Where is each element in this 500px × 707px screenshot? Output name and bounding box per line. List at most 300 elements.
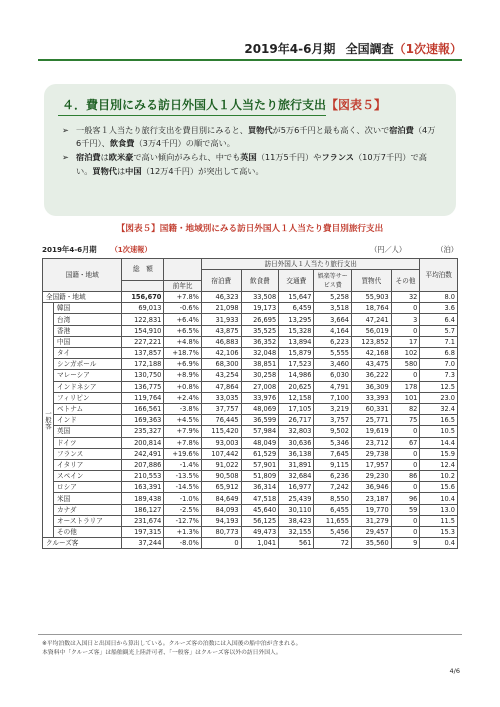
country-name: タイ (54, 348, 122, 359)
cell-ent: 4,164 (314, 325, 352, 336)
table-row (43, 336, 458, 347)
cell-yoy: -2.5% (164, 504, 202, 515)
cell-other: 17 (391, 336, 420, 347)
country-name: 香港 (54, 325, 122, 336)
cell-total: 69,013 (122, 303, 164, 314)
cell-food: 38,851 (241, 359, 279, 370)
cell-yoy: +6.5% (164, 325, 202, 336)
cell-transport: 32,155 (279, 527, 314, 538)
cell-transport: 12,158 (279, 392, 314, 403)
cell-food: 56,125 (241, 515, 279, 526)
col-entertainment: 娯楽等サービス費 (314, 270, 352, 292)
cell-nights: 10.2 (420, 471, 458, 482)
country-name: クルーズ客 (43, 538, 122, 549)
cell-nights: 11.5 (420, 515, 458, 526)
cell-transport: 36,138 (279, 448, 314, 459)
cell-nights: 10.4 (420, 493, 458, 504)
cell-total: 200,814 (122, 437, 164, 448)
cell-other: 0 (391, 303, 420, 314)
cell-ent: 72 (314, 538, 352, 549)
cell-nights: 0.4 (420, 538, 458, 549)
cell-ent: 3,460 (314, 359, 352, 370)
cell-shop: 36,309 (351, 381, 391, 392)
cell-yoy: +1.3% (164, 527, 202, 538)
cell-yoy: +8.9% (164, 370, 202, 381)
cell-other: 580 (391, 359, 420, 370)
cell-lodging: 80,773 (201, 527, 241, 538)
table-row (43, 426, 458, 437)
cell-food: 47,518 (241, 493, 279, 504)
table-period-text: 2019年4-6月期 (42, 245, 97, 254)
col-nights: 平均泊数 (420, 259, 458, 292)
country-name: 韓国 (54, 303, 122, 314)
footnotes (42, 640, 301, 657)
cell-shop: 36,222 (351, 370, 391, 381)
cell-nights: 13.0 (420, 504, 458, 515)
cell-shop: 33,393 (351, 392, 391, 403)
cell-total: 197,315 (122, 527, 164, 538)
cell-other: 67 (391, 437, 420, 448)
cell-yoy: -0.6% (164, 303, 202, 314)
section-figure-ref: 【図表５】 (326, 98, 387, 112)
cell-transport: 32,803 (279, 426, 314, 437)
country-name: 中国 (54, 336, 122, 347)
col-transport: 交通費 (279, 270, 314, 292)
cell-food: 33,508 (241, 292, 279, 303)
country-name: 台湾 (54, 314, 122, 325)
cell-total: 207,886 (122, 459, 164, 470)
cell-lodging: 94,193 (201, 515, 241, 526)
cell-yoy: -13.5% (164, 471, 202, 482)
cell-lodging: 91,022 (201, 459, 241, 470)
cell-food: 36,599 (241, 415, 279, 426)
cell-ent: 6,455 (314, 504, 352, 515)
table-period (42, 245, 152, 255)
cell-other: 32 (391, 292, 420, 303)
cell-ent: 3,757 (314, 415, 352, 426)
cell-ent: 5,456 (314, 527, 352, 538)
country-name: 米国 (54, 493, 122, 504)
report-title: 全国調査 (345, 42, 394, 56)
footnote: ※平均泊数は入国日と出国日から算出している。クルーズ客の泊数には入国後の船中泊が含まれる。 (42, 641, 302, 647)
cell-shop: 25,771 (351, 415, 391, 426)
table-row (43, 415, 458, 426)
col-lodging: 宿泊費 (201, 270, 241, 292)
cell-ent: 6,030 (314, 370, 352, 381)
cell-shop: 43,475 (351, 359, 391, 370)
cell-ent: 9,115 (314, 459, 352, 470)
cell-transport: 38,423 (279, 515, 314, 526)
cell-lodging: 33,035 (201, 392, 241, 403)
country-name: ドイツ (54, 437, 122, 448)
general-visitors-label: 一般客 (43, 303, 54, 538)
bullet-text: （11万5千円）や (256, 152, 322, 163)
cell-shop: 19,619 (351, 426, 391, 437)
cell-total: 136,775 (122, 381, 164, 392)
cell-food: 57,901 (241, 459, 279, 470)
cell-shop: 60,331 (351, 403, 391, 414)
section-title-underline (58, 115, 326, 116)
col-yoy: 前年比 (164, 280, 202, 291)
table-row (43, 504, 458, 515)
cell-yoy: +7.9% (164, 426, 202, 437)
cell-shop: 18,764 (351, 303, 391, 314)
cell-total: 189,438 (122, 493, 164, 504)
cell-transport: 16,977 (279, 482, 314, 493)
table-row (43, 303, 458, 314)
cell-lodging: 68,300 (201, 359, 241, 370)
cell-total: 227,221 (122, 336, 164, 347)
cell-other: 0 (391, 482, 420, 493)
cell-other: 102 (391, 348, 420, 359)
cell-transport: 26,717 (279, 415, 314, 426)
cell-total: 166,561 (122, 403, 164, 414)
cell-nights: 8.0 (420, 292, 458, 303)
cell-other: 82 (391, 403, 420, 414)
cell-yoy: -12.7% (164, 515, 202, 526)
country-name: フランス (54, 448, 122, 459)
cell-nights: 32.4 (420, 403, 458, 414)
country-name: インド (54, 415, 122, 426)
cell-nights: 7.1 (420, 336, 458, 347)
table-row-cruise (43, 538, 458, 549)
table-row (43, 527, 458, 538)
table-row (43, 392, 458, 403)
cell-total: 119,764 (122, 392, 164, 403)
cell-yoy: -14.5% (164, 482, 202, 493)
country-name: マレーシア (54, 370, 122, 381)
cell-lodging: 43,254 (201, 370, 241, 381)
bullet-emphasis: 買物代 (92, 165, 117, 176)
cell-lodging: 46,883 (201, 336, 241, 347)
cell-shop: 35,560 (351, 538, 391, 549)
country-name: インドネシア (54, 381, 122, 392)
bullet-emphasis: 飲食費 (109, 138, 135, 149)
cell-food: 27,008 (241, 381, 279, 392)
country-name: ベトナム (54, 403, 122, 414)
cell-ent: 6,236 (314, 471, 352, 482)
cell-food: 57,984 (241, 426, 279, 437)
cell-lodging: 31,933 (201, 314, 241, 325)
cell-ent: 3,219 (314, 403, 352, 414)
cell-yoy: +18.7% (164, 348, 202, 359)
cell-transport: 15,647 (279, 292, 314, 303)
cell-yoy: +6.9% (164, 359, 202, 370)
cell-total: 186,127 (122, 504, 164, 515)
summary-bullets (62, 124, 440, 179)
cell-food: 36,314 (241, 482, 279, 493)
cell-shop: 29,457 (351, 527, 391, 538)
cell-transport: 13,295 (279, 314, 314, 325)
country-name: 英国 (54, 426, 122, 437)
cell-nights: 23.0 (420, 392, 458, 403)
col-total: 総 額 (122, 259, 164, 281)
cell-food: 49,473 (241, 527, 279, 538)
cell-total: 242,491 (122, 448, 164, 459)
bullet-arrow-icon: ➢ (62, 152, 69, 163)
table-row (43, 482, 458, 493)
cell-ent: 7,242 (314, 482, 352, 493)
cell-transport: 17,105 (279, 403, 314, 414)
cell-lodging: 84,093 (201, 504, 241, 515)
cell-ent: 3,664 (314, 314, 352, 325)
cell-lodging: 0 (201, 538, 241, 549)
cell-shop: 17,957 (351, 459, 391, 470)
bullet-text: 一般客１人当たり旅行支出を費目別にみると、 (76, 125, 248, 135)
cell-ent: 5,555 (314, 348, 352, 359)
section-title-text: ４．費目別にみる訪日外国人１人当たり旅行支出 (62, 98, 327, 112)
cell-food: 51,809 (241, 471, 279, 482)
cell-transport: 6,459 (279, 303, 314, 314)
cell-nights: 15.9 (420, 448, 458, 459)
cell-lodging: 84,649 (201, 493, 241, 504)
cell-lodging: 43,875 (201, 325, 241, 336)
cell-yoy: +2.4% (164, 392, 202, 403)
cell-other: 96 (391, 493, 420, 504)
cell-food: 32,048 (241, 348, 279, 359)
cell-food: 35,525 (241, 325, 279, 336)
cell-lodging: 115,420 (201, 426, 241, 437)
cell-transport: 30,636 (279, 437, 314, 448)
cell-yoy: +19.6% (164, 448, 202, 459)
cell-food: 19,173 (241, 303, 279, 314)
cell-shop: 42,168 (351, 348, 391, 359)
cell-nights: 15.3 (420, 527, 458, 538)
bullet-text: は (100, 152, 109, 163)
bullet-text: が5万6千円と最も高く、次いで (272, 125, 390, 135)
cell-lodging: 37,757 (201, 403, 241, 414)
bullet-text: （4万6千円）、 (76, 125, 436, 149)
cell-other: 0 (391, 459, 420, 470)
table-unit-yen: （円／人） (370, 245, 407, 254)
country-name: シンガポール (54, 359, 122, 370)
bullet-text: （10万7千円）で高い。 (76, 152, 427, 176)
cell-transport: 20,625 (279, 381, 314, 392)
cell-total: 231,674 (122, 515, 164, 526)
col-food: 飲食費 (241, 270, 279, 292)
cell-lodging: 65,912 (201, 482, 241, 493)
cell-ent: 6,223 (314, 336, 352, 347)
report-header (244, 40, 462, 57)
table-row (43, 437, 458, 448)
spending-table (42, 258, 458, 549)
cell-food: 48,049 (241, 437, 279, 448)
cell-food: 1,041 (241, 538, 279, 549)
footnote: 本資料中「クルーズ客」は船舶観光上陸許可者、「一般客」はクルーズ客以外の訪日外国人。 (42, 649, 282, 656)
cell-total: 137,857 (122, 348, 164, 359)
cell-total: 172,188 (122, 359, 164, 370)
cell-other: 75 (391, 415, 420, 426)
cell-ent: 7,645 (314, 448, 352, 459)
bullet-text: （3万4千円）の順で高い。 (134, 138, 235, 149)
cell-ent: 5,346 (314, 437, 352, 448)
col-other: その他 (391, 270, 420, 292)
figure-title: 【図表５】国籍・地域別にみる訪日外国人１人当たり費目別旅行支出 (116, 224, 384, 234)
cell-transport: 561 (279, 538, 314, 549)
table-row (43, 381, 458, 392)
cell-lodging: 47,864 (201, 381, 241, 392)
cell-ent: 11,655 (314, 515, 352, 526)
cell-food: 61,529 (241, 448, 279, 459)
cell-other: 86 (391, 471, 420, 482)
bullet-emphasis: 英国 (240, 152, 257, 163)
table-units (336, 245, 458, 255)
cell-shop: 36,946 (351, 482, 391, 493)
cell-transport: 15,328 (279, 325, 314, 336)
bullet-emphasis: 中国 (125, 165, 142, 176)
cell-yoy: +4.8% (164, 336, 202, 347)
cell-ent: 4,791 (314, 381, 352, 392)
bullet-text: は (116, 165, 126, 176)
col-group: 訪日外国人１人当たり旅行支出 (201, 259, 419, 270)
bullet-arrow-icon: ➢ (62, 125, 69, 135)
cell-total: 37,244 (122, 538, 164, 549)
report-period: 2019年4-6月期 (244, 42, 336, 56)
cell-total: 154,910 (122, 325, 164, 336)
col-blank (164, 259, 202, 270)
country-name: カナダ (54, 504, 122, 515)
cell-ent: 8,550 (314, 493, 352, 504)
cell-lodging: 107,442 (201, 448, 241, 459)
cell-total: 156,670 (122, 292, 164, 303)
cell-other: 0 (391, 325, 420, 336)
cell-other: 0 (391, 370, 420, 381)
cell-other: 101 (391, 392, 420, 403)
cell-transport: 25,439 (279, 493, 314, 504)
table-row (43, 359, 458, 370)
country-name: フィリピン (54, 392, 122, 403)
header-divider (38, 59, 462, 61)
cell-food: 33,976 (241, 392, 279, 403)
cell-other: 9 (391, 538, 420, 549)
cell-transport: 17,523 (279, 359, 314, 370)
cell-shop: 47,241 (351, 314, 391, 325)
bullet-emphasis: 宿泊費 (76, 152, 101, 163)
bullet-emphasis: 欧米豪 (108, 152, 134, 163)
cell-total: 122,831 (122, 314, 164, 325)
cell-transport: 13,894 (279, 336, 314, 347)
cell-yoy: -1.0% (164, 493, 202, 504)
cell-ent: 9,502 (314, 426, 352, 437)
cell-yoy: -3.8% (164, 403, 202, 414)
bullet-text: （12万4千円）が突出して高い。 (141, 165, 264, 176)
cell-food: 30,258 (241, 370, 279, 381)
cell-nights: 14.4 (420, 437, 458, 448)
country-name: スペイン (54, 471, 122, 482)
bullet-text: で高い傾向がみられ、中でも (133, 152, 241, 163)
cell-total: 210,553 (122, 471, 164, 482)
cell-yoy: +7.8% (164, 292, 202, 303)
cell-lodging: 46,323 (201, 292, 241, 303)
col-total-blank (122, 280, 164, 291)
cell-ent: 5,258 (314, 292, 352, 303)
cell-lodging: 76,445 (201, 415, 241, 426)
cell-ent: 7,100 (314, 392, 352, 403)
page-number: 4/6 (449, 667, 460, 675)
cell-ent: 3,518 (314, 303, 352, 314)
country-name: 全国籍・地域 (43, 292, 122, 303)
col-shopping: 買物代 (351, 270, 391, 292)
cell-shop: 123,852 (351, 336, 391, 347)
cell-shop: 31,279 (351, 515, 391, 526)
cell-nights: 12.5 (420, 381, 458, 392)
cell-lodging: 42,106 (201, 348, 241, 359)
cell-shop: 19,770 (351, 504, 391, 515)
cell-transport: 15,879 (279, 348, 314, 359)
cell-shop: 55,903 (351, 292, 391, 303)
cell-nights: 3.6 (420, 303, 458, 314)
cell-nights: 6.4 (420, 314, 458, 325)
cell-food: 36,352 (241, 336, 279, 347)
table-row (43, 325, 458, 336)
cell-shop: 23,187 (351, 493, 391, 504)
table-row (43, 348, 458, 359)
cell-lodging: 21,098 (201, 303, 241, 314)
cell-transport: 31,891 (279, 459, 314, 470)
summary-bullet (62, 151, 440, 177)
cell-other: 0 (391, 527, 420, 538)
cell-lodging: 93,003 (201, 437, 241, 448)
cell-total: 130,750 (122, 370, 164, 381)
cell-shop: 56,019 (351, 325, 391, 336)
country-name: ロシア (54, 482, 122, 493)
table-row (43, 471, 458, 482)
cell-transport: 30,110 (279, 504, 314, 515)
table-row (43, 448, 458, 459)
table-row (43, 493, 458, 504)
cell-shop: 29,738 (351, 448, 391, 459)
bullet-emphasis: フランス (321, 152, 354, 163)
cell-nights: 5.7 (420, 325, 458, 336)
bullet-emphasis: 宿泊費 (389, 125, 414, 135)
report-badge: （1次速報） (393, 42, 462, 56)
summary-bullet (62, 124, 440, 150)
cell-nights: 15.6 (420, 482, 458, 493)
bullet-emphasis: 買物代 (247, 125, 273, 135)
country-name: オーストラリア (54, 515, 122, 526)
cell-other: 3 (391, 314, 420, 325)
col-country: 国籍・地域 (43, 259, 122, 292)
cell-yoy: +6.4% (164, 314, 202, 325)
cell-nights: 10.5 (420, 426, 458, 437)
table-row (43, 459, 458, 470)
cell-yoy: +7.8% (164, 437, 202, 448)
cell-other: 0 (391, 426, 420, 437)
table-row (43, 515, 458, 526)
cell-shop: 23,712 (351, 437, 391, 448)
cell-transport: 32,684 (279, 471, 314, 482)
table-row (43, 403, 458, 414)
cell-yoy: +0.8% (164, 381, 202, 392)
table-row (43, 370, 458, 381)
cell-food: 48,069 (241, 403, 279, 414)
cell-lodging: 90,508 (201, 471, 241, 482)
footer-divider (38, 634, 462, 635)
section-title (62, 96, 386, 113)
cell-nights: 12.4 (420, 459, 458, 470)
table-unit-nights: （泊） (440, 245, 458, 254)
cell-shop: 29,230 (351, 471, 391, 482)
cell-yoy: -1.4% (164, 459, 202, 470)
table-period-badge: （1次速報） (110, 245, 152, 254)
cell-nights: 6.8 (420, 348, 458, 359)
cell-nights: 7.0 (420, 359, 458, 370)
cell-nights: 7.3 (420, 370, 458, 381)
cell-other: 0 (391, 515, 420, 526)
col-blank2 (164, 270, 202, 281)
cell-other: 0 (391, 448, 420, 459)
table-row (43, 292, 458, 303)
